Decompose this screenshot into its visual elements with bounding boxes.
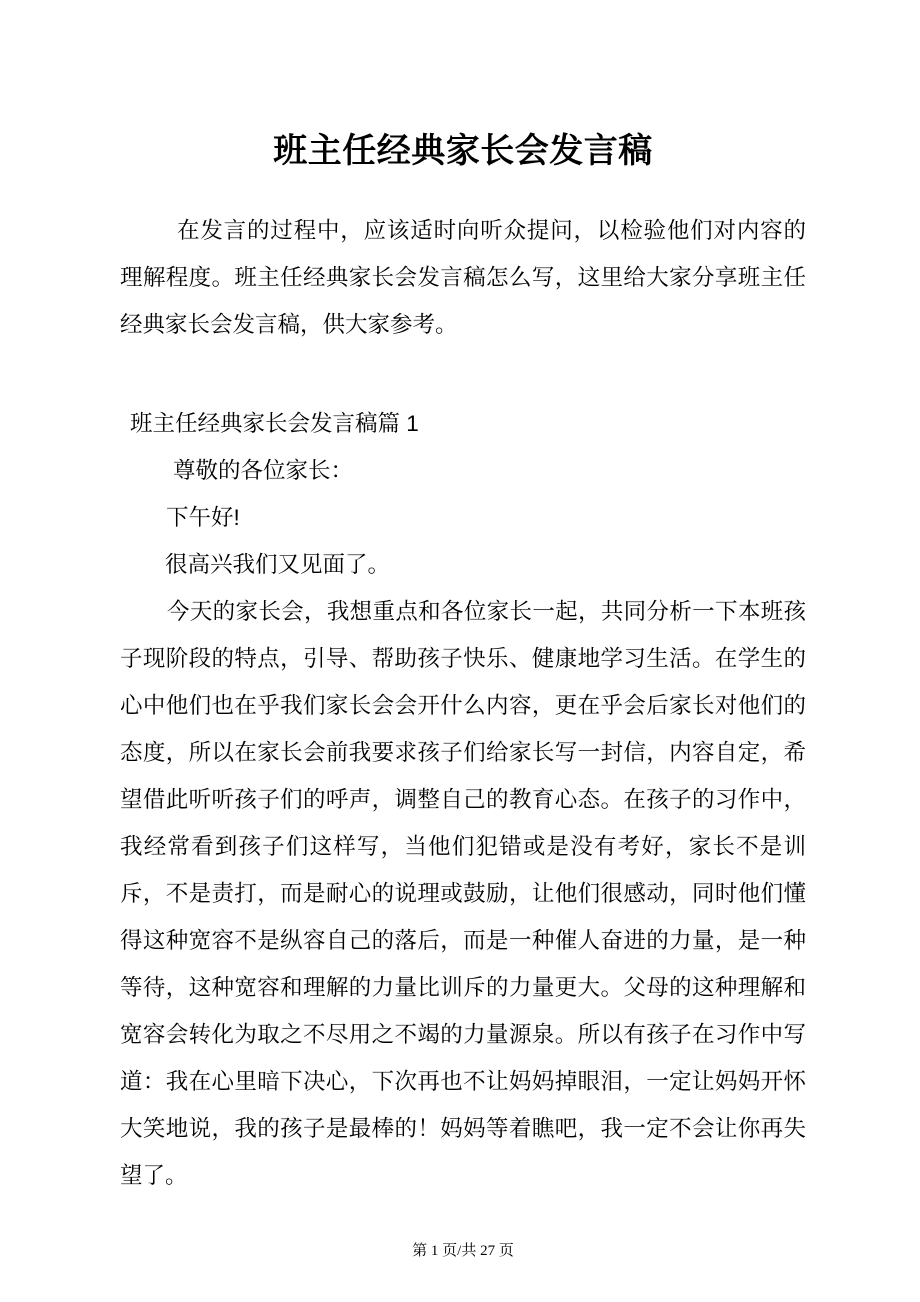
opening-line: 很高兴我们又见面了。 xyxy=(165,552,391,577)
page-number-footer: 第 1 页/共 27 页 xyxy=(412,1243,514,1259)
greeting-line: 下午好! xyxy=(166,505,240,530)
salutation-line: 尊敬的各位家长： xyxy=(173,458,354,483)
document-title: 班主任经典家长会发言稿 xyxy=(273,132,653,170)
section-heading: 班主任经典家长会发言稿篇 1 xyxy=(130,411,419,436)
intro-paragraph: 在发言的过程中，应该适时向听众提问，以检验他们对内容的理解程度。班主任经典家长会发言稿怎么写，这里给大家分享班主任经典家长会发言稿，供大家参考。 xyxy=(120,218,806,337)
body-paragraph: 今天的家长会，我想重点和各位家长一起，共同分析一下本班孩子现阶段的特点，引导、帮助孩子快乐、健康地学习生活。在学生的心中他们也在乎我们家长会会开什么内容，更在乎会后家长对他们的态度，所以在家长会前我要求孩子们给家长写一封信，内容自定，希望借此听听孩子们的呼声，调整自己的教育心态。在孩子的习作中，我经常看到孩子们这样写，当他们犯错或是没有考好，家长不是训斥，不是责打，而是耐心的说理或鼓励，让他们很感动，同时他们懂得这种宽容不是纵容自己的落后，而是一种催人奋进的力量，是一种等待，这种宽容和理解的力量比训斥的力量更大。父母的这种理解和宽容会转化为取之不尽用之不竭的力量源泉。所以有孩子在习作中写道：我在心里暗下决心，下次再也不让妈妈掉眼泪，一定让妈妈开怀大笑地说，我的孩子是最棒的！妈妈等着瞧吧，我一定不会让你再失望了。 xyxy=(120,599,806,1188)
